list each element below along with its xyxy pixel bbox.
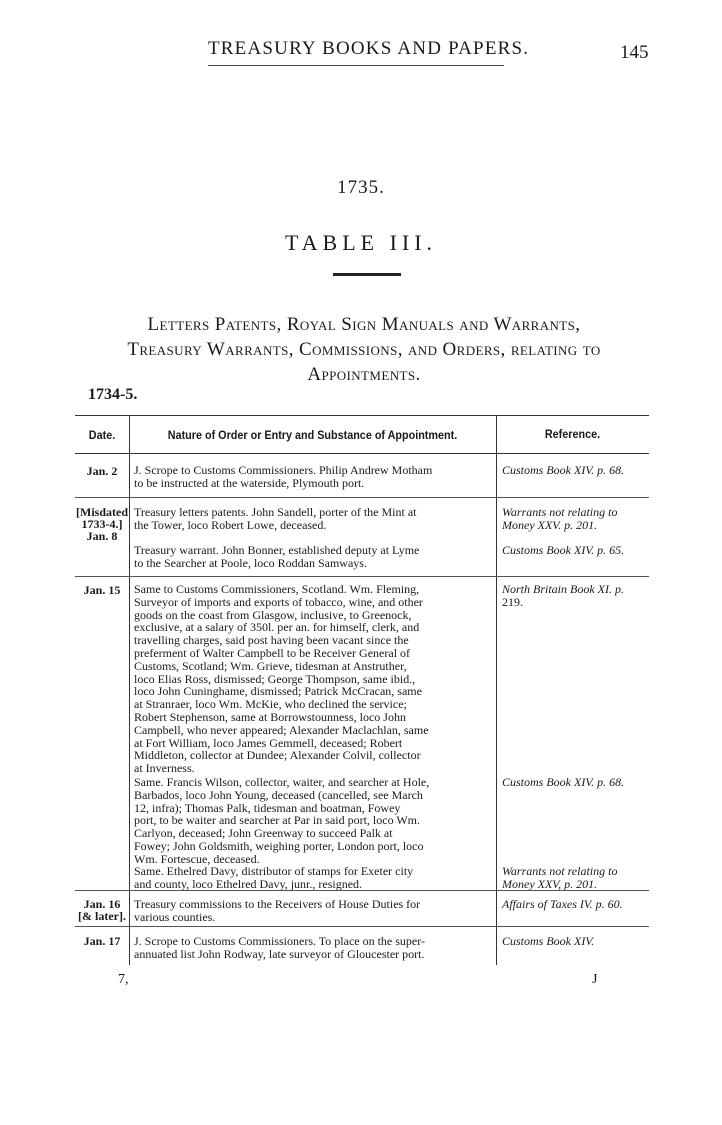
- entry-line: Wm. Fortescue, deceased.: [134, 851, 260, 866]
- entry-reference: [502, 935, 650, 948]
- reference-line: 219.: [502, 594, 523, 609]
- entry-line: Treasury letters patents. John Sandell, porter of the Mint at: [134, 505, 417, 519]
- entry-reference: [502, 865, 650, 891]
- entry-line: Campbell, who never appeared; Alexander Maclachlan, same: [134, 722, 429, 737]
- entry-date: [76, 584, 128, 596]
- running-title: TREASURY BOOKS AND PAPERS.: [208, 38, 530, 59]
- entry-line: Fowey; John Goldsmith, weighing porter, London port, loco: [134, 838, 424, 853]
- entry-reference: [502, 544, 650, 557]
- column-header-reference: Reference.: [544, 427, 601, 441]
- entry-reference: [502, 898, 650, 911]
- entry-date: [76, 898, 128, 922]
- table-top-rule: [75, 415, 649, 416]
- entry-date: [76, 935, 128, 947]
- reference-line: Money XXV. p. 201.: [502, 517, 598, 532]
- entry-text: [134, 865, 488, 891]
- reference-line: Affairs of Taxes IV. p. 60.: [502, 897, 623, 911]
- entry-line: 12, infra); Thomas Palk, tidesman and boatman, Fowey: [134, 800, 401, 815]
- entry-line: annuated list John Rodway, late surveyor of Gloucester port.: [134, 946, 425, 961]
- reference-line: North Britain Book XI. p.: [502, 582, 624, 596]
- signature-mark-left: 7,: [118, 972, 129, 987]
- date-line: 1733-4.]: [81, 517, 123, 531]
- entry-date: [76, 506, 128, 542]
- date-line: [Misdated: [76, 505, 128, 519]
- row-rule: [75, 926, 649, 927]
- table-title: TABLE III.: [284, 230, 438, 255]
- entry-line: the Tower, loco Robert Lowe, deceased.: [134, 517, 327, 532]
- entry-line: to the Searcher at Poole, loco Roddan Samways.: [134, 555, 367, 570]
- entry-line: loco John Cuninghame, dismissed; Patrick McCracan, same: [134, 684, 422, 699]
- year-heading: 1735.: [337, 177, 385, 198]
- entry-line: Middleton, collector at Dundee; Alexander Colvil, collector: [134, 748, 421, 763]
- date-line: Jan. 15: [83, 583, 121, 597]
- entry-line: Treasury commissions to the Receivers of House Duties for: [134, 897, 421, 911]
- entry-line: at Inverness.: [134, 761, 195, 776]
- entry-line: preferment of Walter Campbell to be Receiver General of: [134, 645, 411, 660]
- entry-text: [134, 935, 488, 961]
- entry-line: port, to be waiter and searcher at Par in said port, loco Wm.: [134, 813, 421, 828]
- regnal-year: 1734-5.: [88, 386, 138, 403]
- row-rule: [75, 497, 649, 498]
- reference-line: Warrants not relating to: [502, 505, 618, 519]
- row-rule: [75, 890, 649, 891]
- page-number: 145: [620, 42, 649, 63]
- entry-line: and county, loco Ethelred Davy, junr., resigned.: [134, 876, 363, 891]
- table-header-rule: [75, 453, 649, 454]
- entry-text: [134, 776, 488, 866]
- date-line: [& later].: [78, 909, 126, 923]
- entry-line: Same to Customs Commissioners, Scotland. Wm. Fleming,: [134, 582, 420, 596]
- entry-reference: [502, 583, 650, 609]
- subtitle-line: Letters Patents, Royal Sign Manuals and Warrants,: [147, 314, 581, 335]
- entry-date: [76, 465, 128, 477]
- entry-text: [134, 544, 488, 570]
- header-rule: [208, 65, 504, 66]
- running-head: [0, 38, 722, 68]
- entry-line: Robert Stephenson, same at Borrowstounness, loco John: [134, 709, 406, 724]
- reference-line: Customs Book XIV.: [502, 934, 595, 948]
- entry-line: J. Scrope to Customs Commissioners. To place on the super-: [134, 934, 426, 948]
- entry-line: Surveyor of imports and exports of tobacco, wine, and other: [134, 594, 423, 609]
- column-header-date: Date.: [88, 428, 116, 442]
- entry-text: [134, 506, 488, 532]
- entry-reference: [502, 464, 650, 477]
- entry-line: various counties.: [134, 909, 216, 924]
- entry-line: at Fort William, loco James Gemmell, deceased; Robert: [134, 735, 403, 750]
- reference-line: Customs Book XIV. p. 68.: [502, 775, 625, 789]
- row-rule: [75, 576, 649, 577]
- entry-line: Same. Francis Wilson, collector, waiter, and searcher at Hole,: [134, 775, 430, 789]
- reference-line: Warrants not relating to: [502, 864, 618, 878]
- entry-line: goods on the coast from Glasgow, inclusive, to Greenock,: [134, 607, 412, 622]
- entry-line: J. Scrope to Customs Commissioners. Philip Andrew Motham: [134, 463, 433, 477]
- entry-reference: [502, 776, 650, 789]
- reference-line: Money XXV, p. 201.: [502, 876, 598, 891]
- entry-reference: [502, 506, 650, 532]
- signature-mark-right: J: [592, 972, 598, 987]
- entry-line: Same. Ethelred Davy, distributor of stamps for Exeter city: [134, 864, 414, 878]
- reference-line: Customs Book XIV. p. 65.: [502, 543, 625, 557]
- date-line: Jan. 16: [83, 897, 121, 911]
- date-line: Jan. 8: [86, 529, 118, 543]
- entry-line: loco Elias Ross, dismissed; George Thompson, same ibid.,: [134, 671, 416, 686]
- column-header-nature: Nature of Order or Entry and Substance of Appointment.: [167, 428, 458, 442]
- entry-text: [134, 898, 488, 924]
- entry-text: [134, 583, 488, 775]
- entry-line: Barbados, loco John Young, deceased (cancelled, see March: [134, 787, 423, 802]
- entry-line: Carlyon, deceased; John Greenway to succeed Palk at: [134, 826, 393, 841]
- date-line: Jan. 2: [86, 464, 118, 478]
- entry-line: to be instructed at the waterside, Plymouth port.: [134, 475, 365, 490]
- entry-line: travelling charges, said post having been vacant since the: [134, 633, 409, 648]
- entry-text: [134, 464, 488, 490]
- entry-line: Customs, Scotland; Wm. Grieve, tidesman at Anstruther,: [134, 658, 407, 673]
- table-subtitle: [80, 312, 648, 387]
- entry-line: exclusive, at a salary of 350l. per an. for himself, clerk, and: [134, 620, 420, 635]
- reference-line: Customs Book XIV. p. 68.: [502, 463, 625, 477]
- title-rule: [333, 273, 401, 276]
- entry-line: Treasury warrant. John Bonner, established deputy at Lyme: [134, 543, 420, 557]
- entry-line: at Stranraer, loco Wm. McKie, who declined the service;: [134, 697, 407, 712]
- subtitle-line: Treasury Warrants, Commissions, and Orders, relating to: [127, 339, 601, 360]
- date-line: Jan. 17: [83, 934, 121, 948]
- subtitle-line: Appointments.: [307, 364, 421, 385]
